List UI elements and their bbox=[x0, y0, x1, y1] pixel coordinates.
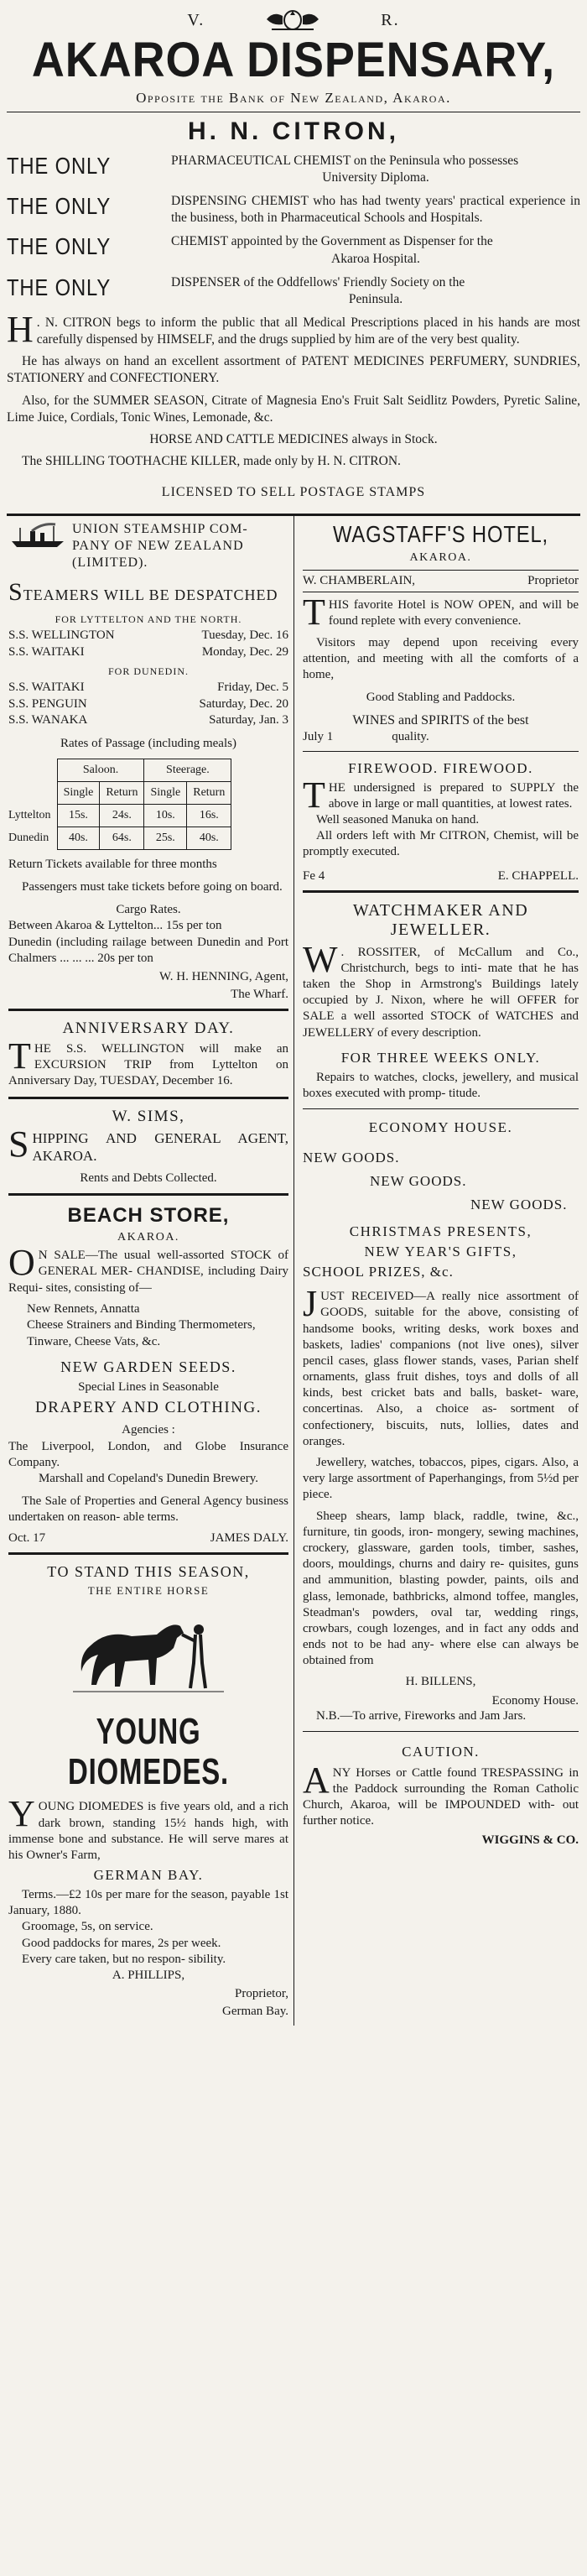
owner-name: A. PHILLIPS, bbox=[112, 1969, 185, 1983]
sailing-row: S.S. PENGUIN Saturday, Dec. 20 bbox=[8, 696, 288, 711]
hotel-title: WAGSTAFF'S HOTEL, bbox=[332, 521, 548, 548]
horse-name: YOUNG DIOMEDES. bbox=[68, 1710, 229, 1792]
sims-ad bbox=[8, 1099, 288, 1197]
beach-store-ad bbox=[8, 1196, 288, 1554]
two-column-section bbox=[7, 514, 580, 2026]
hotel-place: AKAROA. bbox=[409, 551, 472, 565]
steamship-icon bbox=[8, 521, 67, 550]
citron-name: H. N. CITRON, bbox=[188, 117, 399, 145]
citron-stock-para: He has always on hand an excellent assortment of PATENT MEDICINES PERFUMERY, SUNDRIES, STATIONERY and CONFECTIONERY. bbox=[7, 354, 580, 386]
beach-owner: JAMES DALY. bbox=[210, 1530, 288, 1545]
only-text-cont: Akaroa Hospital. bbox=[331, 251, 420, 266]
dispensary-location: Opposite the Bank of New Zealand, Akaroa. bbox=[136, 89, 451, 106]
garden-seeds: NEW GARDEN SEEDS. bbox=[60, 1358, 236, 1376]
list-item: New Rennets, Annatta bbox=[27, 1301, 140, 1316]
stand-terms: Terms.—£2 10s per mare for the season, payable 1st January, 1880. bbox=[8, 1888, 288, 1918]
stand-title: TO STAND THIS SEASON, bbox=[47, 1562, 250, 1580]
only-row bbox=[7, 233, 580, 267]
table-row: Lyttelton 15s. 24s. 10s. 16s. bbox=[8, 804, 231, 827]
lyttelton-heading: FOR LYTTELTON AND THE NORTH. bbox=[55, 613, 242, 626]
citron-intro: H . N. CITRON begs to inform the public that all Medical Prescriptions placed in his hands are most carefully dispensed by HIMSELF, and the drugs supplied by him are of the very best quality. bbox=[7, 309, 580, 351]
only-row bbox=[7, 274, 580, 308]
watchmaker-title: WATCHMAKER AND JEWELLER. bbox=[352, 900, 529, 939]
sims-name: W. SIMS, bbox=[112, 1107, 185, 1125]
only-text: CHEMIST appointed by the Government as Dispenser for the bbox=[171, 234, 493, 249]
owner-role: Proprietor, bbox=[235, 1987, 288, 2001]
hotel-stabling: Good Stabling and Paddocks. bbox=[366, 691, 516, 705]
sailing-row: S.S. WANAKA Saturday, Jan. 3 bbox=[8, 713, 288, 727]
dunedin-heading: FOR DUNEDIN. bbox=[108, 665, 189, 678]
union-title: UNION STEAMSHIP COM- PANY OF NEW ZEALAND (LIMITED). bbox=[72, 522, 248, 571]
table-row: Dunedin 40s. 64s. 25s. 40s. bbox=[8, 827, 231, 849]
stand-sub: THE ENTIRE HORSE bbox=[87, 1583, 210, 1597]
right-column bbox=[294, 516, 580, 2026]
beach-text: O N SALE—The usual well-assorted STOCK of GENERAL MER- CHANDISE, including Dairy Requi- sites, consisting of— bbox=[8, 1242, 288, 1295]
only-row bbox=[7, 153, 580, 186]
fares-table: Saloon. Steerage. Single Return Single Return Lyttelton 15s. 24s. 10s. 16s. Dunedin 40s. 64s. 25s. 40s. bbox=[8, 759, 231, 850]
economy-sheep: Sheep shears, lamp black, raddle, twine, &c., furniture, tin goods, iron- mongery, sewing machines, crockery, glassware, garden tools, timber, sashes, doors, mouldings, churns and dairy re- quisites, guns and ammunition, blasting powder, paints, oils and glass, lemonade, bathbricks, almond toffee, mangles, Steadman's powders, oval tar, wedding rings, crowbars, cough lozenges, and in fact any odds and ends not to be had any- where else can always be obtained from bbox=[303, 1509, 579, 1668]
economy-text: JUST RECEIVED—A really nice assortment of GOODS, suitable for the above, consisting of handsome books, writing desks, work boxes and baskets, ladies' companions (not live ones), silver pencil cases, glass flower stands, vases, Parian shelf ornaments, glass fruit dishes, toys and dolls of all kinds, best cricket bats and balls, basket- ware, concertinas. Also, a choice as- sortment of confectionery, biscuits, nuts, lollies, dates and oranges. bbox=[303, 1283, 579, 1448]
union-steamship-ad bbox=[8, 516, 288, 1011]
hotel-date: July 1 bbox=[303, 729, 334, 743]
only-label: THE ONLY bbox=[7, 193, 112, 220]
firewood-orders: All orders left with Mr CITRON, Chemist, will be promptly executed. bbox=[303, 829, 579, 859]
economy-house-ad bbox=[303, 1109, 579, 1732]
only-label: THE ONLY bbox=[7, 274, 112, 300]
agencies-text: The Liverpool, London, and Globe Insurance Company. bbox=[8, 1439, 288, 1469]
watchmaker-text: W . ROSSITER, of McCallum and Co., Christchurch, begs to inti- mate that he has taken the Shop in Armstrong's Buildings lately occupied by J. Nixon, where he will OFFER for SALE a well assorted STOCK of WATCHES and JEWELLERY of every description. bbox=[303, 938, 579, 1040]
firewood-date: Fe 4 bbox=[303, 868, 325, 883]
anniversary-title: ANNIVERSARY DAY. bbox=[62, 1019, 235, 1037]
sailing-row: S.S. WAITAKI Friday, Dec. 5 bbox=[8, 681, 288, 695]
beach-date: Oct. 17 bbox=[8, 1530, 46, 1545]
steerage-header: Steerage. bbox=[144, 759, 231, 781]
new-goods-1: NEW GOODS. bbox=[303, 1150, 400, 1166]
sailing-row: S.S. WAITAKI Monday, Dec. 29 bbox=[8, 644, 288, 659]
special-lines: Special Lines in Seasonable bbox=[78, 1380, 219, 1395]
caution-title: CAUTION. bbox=[402, 1743, 480, 1760]
economy-owner: H. BILLENS, bbox=[405, 1675, 476, 1689]
left-column bbox=[7, 516, 294, 2026]
masthead-crest-row bbox=[7, 5, 580, 35]
saloon-header: Saloon. bbox=[57, 759, 144, 781]
steamers-heading: STEAMERS WILL BE DESPATCHED bbox=[8, 578, 278, 607]
masthead-letter-r: R. bbox=[381, 10, 400, 29]
rates-heading: Rates of Passage (including meals) bbox=[60, 736, 236, 750]
caution-ad bbox=[303, 1732, 579, 1854]
citron-summer-para: Also, for the SUMMER SEASON, Citrate of Magnesia Eno's Fruit Salt Seidlitz Powders, Pyretic Saline, Lime Juice, Cordials, Tonic Wines, Lemonade, &c. bbox=[7, 393, 580, 425]
citron-toothache: The SHILLING TOOTHACHE KILLER, made only by H. N. CITRON. bbox=[22, 454, 401, 468]
passengers-note: Passengers must take tickets before going on board. bbox=[22, 880, 283, 894]
only-label: THE ONLY bbox=[7, 233, 112, 260]
beach-title: BEACH STORE, bbox=[67, 1204, 230, 1228]
firewood-manuka: Well seasoned Manuka on hand. bbox=[316, 813, 480, 827]
firewood-title: FIREWOOD. FIREWOOD. bbox=[348, 759, 533, 776]
horse-text: YOUNG DIOMEDES is five years old, and a rich dark brown, standing 15½ hands high, with immense bone and substance. He will serve mares at his Owner's Farm, bbox=[8, 1793, 288, 1862]
economy-jewellery: Jewellery, watches, tobaccos, pipes, cigars. Also, a very large assortment of Paperhangings, from 5½d per piece. bbox=[303, 1456, 579, 1502]
firewood-name: E. CHAPPELL. bbox=[497, 868, 579, 883]
cargo-heading: Cargo Rates. bbox=[116, 903, 181, 917]
firewood-text: THE undersigned is prepared to SUPPLY the above in large or mall quantities, at lowest rates. bbox=[303, 774, 579, 816]
watchmaker-ad bbox=[303, 893, 579, 1110]
christmas-presents: CHRISTMAS PRESENTS, bbox=[349, 1223, 532, 1240]
economy-nb: N.B.—To arrive, Fireworks and Jam Jars. bbox=[316, 1708, 527, 1723]
dispensary-title: AKAROA DISPENSARY, bbox=[31, 33, 556, 87]
return-tickets: Return Tickets available for three months bbox=[8, 857, 217, 871]
caution-name: WIGGINS & CO. bbox=[481, 1833, 579, 1847]
list-item: Tinware, Cheese Vats, &c. bbox=[27, 1334, 161, 1348]
school-prizes: SCHOOL PRIZES, &c. bbox=[303, 1264, 454, 1280]
hotel-visitors: Visitors may depend upon receiving every attention, and meeting with all the comforts of a home, bbox=[303, 635, 579, 681]
only-text: DISPENSING CHEMIST who has had twenty years' practical experience in the business, both in Pharmaceutical Schools and Hospitals. bbox=[171, 194, 580, 226]
economy-house-sig: Economy House. bbox=[491, 1693, 579, 1708]
sims-rents: Rents and Debts Collected. bbox=[80, 1171, 217, 1186]
german-bay: GERMAN BAY. bbox=[93, 1867, 204, 1884]
stand-paddocks: Good paddocks for mares, 2s per week. bbox=[22, 1936, 221, 1950]
hotel-proprietor: W. CHAMBERLAIN, bbox=[303, 574, 416, 588]
new-goods-3: NEW GOODS. bbox=[470, 1197, 568, 1213]
only-text: DISPENSER of the Oddfellows' Friendly Society on the bbox=[171, 274, 465, 289]
hotel-quality: quality. bbox=[392, 729, 429, 743]
agent-address: The Wharf. bbox=[231, 987, 288, 1001]
watchmaker-repairs: Repairs to watches, clocks, jewellery, and musical boxes executed with promp- titude. bbox=[303, 1070, 579, 1100]
only-text-cont: University Diploma. bbox=[322, 170, 429, 185]
only-row bbox=[7, 193, 580, 227]
masthead-letter-v: V. bbox=[187, 10, 205, 29]
new-goods-2: NEW GOODS. bbox=[370, 1173, 467, 1190]
only-text-cont: Peninsula. bbox=[348, 291, 403, 306]
stand-groom: Groomage, 5s, on service. bbox=[22, 1920, 153, 1934]
anniversary-ad bbox=[8, 1011, 288, 1099]
hotel-wines: WINES and SPIRITS of the best bbox=[352, 713, 529, 728]
horse-and-handler-icon bbox=[73, 1604, 224, 1705]
young-diomedes-ad bbox=[8, 1555, 288, 2026]
hotel-proprietor-role: Proprietor bbox=[527, 574, 579, 588]
three-weeks: FOR THREE WEEKS ONLY. bbox=[340, 1049, 541, 1066]
sale-terms: The Sale of Properties and General Agency business undertaken on reason- able terms. bbox=[8, 1494, 288, 1525]
anniversary-text: THE S.S. WELLINGTON will make an EXCURSION TRIP from Lyttelton on Anniversary Day, TUESDAY, December 16. bbox=[8, 1035, 288, 1088]
economy-title: ECONOMY HOUSE. bbox=[368, 1119, 513, 1136]
citron-horse-cattle: HORSE AND CATTLE MEDICINES always in Stock. bbox=[149, 431, 438, 446]
agencies-text2: Marshall and Copeland's Dunedin Brewery. bbox=[38, 1472, 259, 1486]
royal-crest-icon bbox=[255, 8, 330, 33]
only-label: THE ONLY bbox=[7, 152, 112, 179]
wagstaff-hotel-ad bbox=[303, 516, 579, 752]
new-years-gifts: NEW YEAR'S GIFTS, bbox=[364, 1244, 517, 1260]
agent-name: W. H. HENNING, Agent, bbox=[158, 969, 288, 983]
sailing-row: S.S. WELLINGTON Tuesday, Dec. 16 bbox=[8, 628, 288, 643]
agencies-heading: Agencies : bbox=[122, 1423, 175, 1437]
list-item: Cheese Strainers and Binding Thermometers, bbox=[27, 1318, 256, 1332]
owner-place: German Bay. bbox=[222, 2005, 288, 2019]
caution-text: ANY Horses or Cattle found TRESPASSING in the Paddock surrounding the Roman Catholic Church, Akaroa, will be IMPOUNDED with- out further notice. bbox=[303, 1759, 579, 1828]
only-text: PHARMACEUTICAL CHEMIST on the Peninsula who possesses bbox=[171, 153, 519, 168]
drapery: DRAPERY AND CLOTHING. bbox=[35, 1399, 262, 1417]
firewood-ad bbox=[303, 752, 579, 893]
beach-place: AKAROA. bbox=[117, 1231, 179, 1244]
cargo-line: Between Akaroa & Lyttelton... 15s per ton bbox=[8, 919, 222, 933]
cargo-line: Dunedin (including railage between Dunedin and Port Chalmers ... ... ... 20s per ton bbox=[8, 935, 288, 965]
licensed-postage: LICENSED TO SELL POSTAGE STAMPS bbox=[161, 485, 426, 500]
stand-care: Every care taken, but no respon- sibility. bbox=[22, 1952, 226, 1966]
hotel-text: THIS favorite Hotel is NOW OPEN, and will be found replete with every convenience. bbox=[303, 592, 579, 634]
sims-text: SHIPPING AND GENERAL AGENT, AKAROA. bbox=[8, 1123, 288, 1165]
